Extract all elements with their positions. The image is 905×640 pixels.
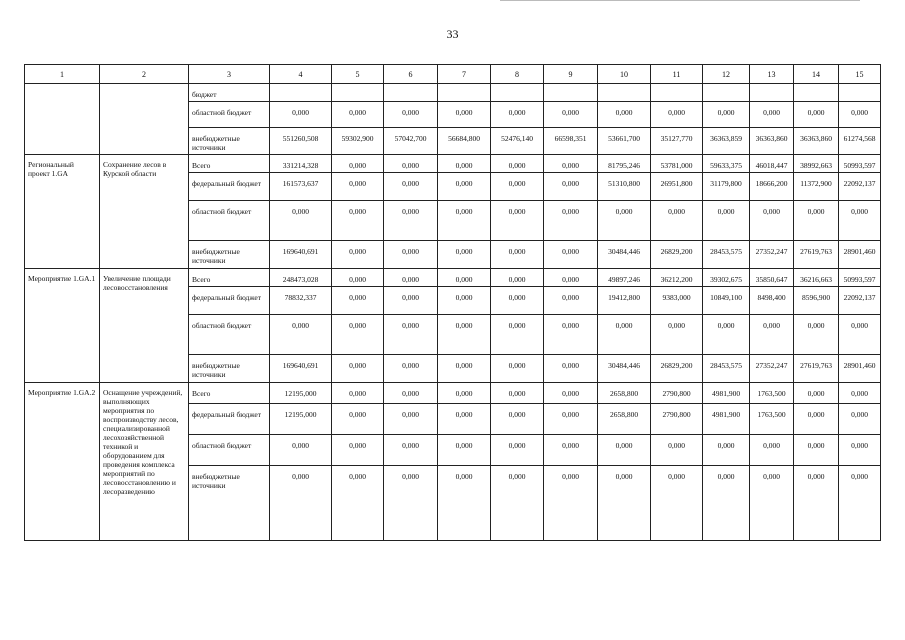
column-header: 6 — [384, 65, 438, 84]
table-row — [25, 269, 881, 287]
value-cell: 0,000 — [332, 404, 384, 435]
value-cell: 12195,000 — [270, 383, 332, 404]
budget-table — [24, 64, 881, 541]
continuation-name-cell — [25, 84, 100, 155]
value-cell: 0,000 — [332, 173, 384, 201]
funding-source: федеральный бюджет — [189, 173, 270, 201]
funding-source: внебюджетные источники — [189, 355, 270, 383]
value-cell: 0,000 — [544, 435, 598, 466]
value-cell: 0,000 — [438, 269, 491, 287]
value-cell: 0,000 — [332, 241, 384, 269]
value-cell: 31179,800 — [703, 173, 750, 201]
value-cell: 551260,508 — [270, 128, 332, 155]
value-cell: 0,000 — [544, 102, 598, 128]
value-cell: 8498,400 — [750, 287, 794, 315]
value-cell: 22092,137 — [839, 287, 881, 315]
value-cell: 12195,000 — [270, 404, 332, 435]
value-cell: 0,000 — [491, 173, 544, 201]
value-cell: 0,000 — [491, 155, 544, 173]
value-cell: 27619,763 — [794, 355, 839, 383]
value-cell: 0,000 — [651, 466, 703, 541]
value-cell: 26951,800 — [651, 173, 703, 201]
value-cell: 0,000 — [438, 173, 491, 201]
value-cell: 0,000 — [544, 155, 598, 173]
value-cell: 0,000 — [651, 102, 703, 128]
column-header: 1 — [25, 65, 100, 84]
value-cell: 2790,800 — [651, 404, 703, 435]
value-cell: 0,000 — [332, 466, 384, 541]
value-cell: 0,000 — [332, 201, 384, 241]
value-cell: 36363,860 — [750, 128, 794, 155]
value-cell: 0,000 — [839, 383, 881, 404]
value-cell: 50993,597 — [839, 155, 881, 173]
scan-artifact-line — [500, 0, 860, 1]
column-header: 11 — [651, 65, 703, 84]
value-cell: 1763,500 — [750, 404, 794, 435]
value-cell: 0,000 — [438, 466, 491, 541]
value-cell: 0,000 — [750, 466, 794, 541]
value-cell — [839, 84, 881, 102]
value-cell: 0,000 — [332, 102, 384, 128]
value-cell: 0,000 — [384, 466, 438, 541]
value-cell: 0,000 — [270, 201, 332, 241]
value-cell: 0,000 — [270, 466, 332, 541]
value-cell: 0,000 — [794, 435, 839, 466]
value-cell: 56684,800 — [438, 128, 491, 155]
value-cell: 0,000 — [544, 173, 598, 201]
value-cell: 0,000 — [839, 201, 881, 241]
value-cell: 2658,800 — [598, 404, 651, 435]
value-cell: 0,000 — [703, 102, 750, 128]
value-cell: 1763,500 — [750, 383, 794, 404]
column-header: 14 — [794, 65, 839, 84]
value-cell: 0,000 — [750, 315, 794, 355]
value-cell: 61274,568 — [839, 128, 881, 155]
value-cell: 49897,246 — [598, 269, 651, 287]
value-cell — [794, 84, 839, 102]
value-cell: 8596,900 — [794, 287, 839, 315]
value-cell: 0,000 — [703, 315, 750, 355]
funding-source: областной бюджет — [189, 315, 270, 355]
value-cell: 0,000 — [651, 201, 703, 241]
value-cell: 0,000 — [839, 466, 881, 541]
value-cell: 52476,140 — [491, 128, 544, 155]
value-cell: 0,000 — [270, 102, 332, 128]
value-cell: 0,000 — [491, 241, 544, 269]
value-cell: 57042,700 — [384, 128, 438, 155]
value-cell: 0,000 — [651, 435, 703, 466]
program-name: Региональный проект 1.GA — [25, 155, 100, 269]
value-cell — [384, 84, 438, 102]
value-cell: 0,000 — [703, 435, 750, 466]
value-cell: 0,000 — [598, 201, 651, 241]
funding-source: Всего — [189, 269, 270, 287]
column-header: 3 — [189, 65, 270, 84]
value-cell: 26829,200 — [651, 241, 703, 269]
value-cell: 0,000 — [491, 269, 544, 287]
funding-source: федеральный бюджет — [189, 404, 270, 435]
value-cell: 36363,859 — [703, 128, 750, 155]
value-cell: 28453,575 — [703, 355, 750, 383]
value-cell: 0,000 — [491, 315, 544, 355]
value-cell — [703, 84, 750, 102]
column-header: 15 — [839, 65, 881, 84]
value-cell: 0,000 — [384, 287, 438, 315]
value-cell: 2790,800 — [651, 383, 703, 404]
value-cell: 26829,200 — [651, 355, 703, 383]
value-cell: 30484,446 — [598, 241, 651, 269]
value-cell: 0,000 — [794, 466, 839, 541]
value-cell: 0,000 — [491, 201, 544, 241]
value-cell: 53661,700 — [598, 128, 651, 155]
value-cell: 0,000 — [544, 241, 598, 269]
value-cell: 10849,100 — [703, 287, 750, 315]
value-cell: 0,000 — [491, 355, 544, 383]
value-cell: 59302,900 — [332, 128, 384, 155]
value-cell: 28453,575 — [703, 241, 750, 269]
value-cell — [438, 84, 491, 102]
value-cell — [270, 84, 332, 102]
table-row — [25, 84, 881, 102]
value-cell: 38992,663 — [794, 155, 839, 173]
value-cell: 0,000 — [438, 201, 491, 241]
value-cell: 0,000 — [332, 435, 384, 466]
value-cell: 0,000 — [544, 269, 598, 287]
value-cell: 0,000 — [438, 404, 491, 435]
value-cell: 30484,446 — [598, 355, 651, 383]
page-number: 33 — [446, 27, 459, 41]
value-cell — [598, 84, 651, 102]
value-cell: 0,000 — [651, 315, 703, 355]
value-cell: 0,000 — [750, 435, 794, 466]
funding-source: Всего — [189, 383, 270, 404]
column-header: 2 — [100, 65, 189, 84]
value-cell: 51310,800 — [598, 173, 651, 201]
value-cell: 2658,800 — [598, 383, 651, 404]
value-cell: 0,000 — [794, 383, 839, 404]
value-cell: 0,000 — [438, 287, 491, 315]
value-cell: 0,000 — [384, 435, 438, 466]
value-cell: 11372,900 — [794, 173, 839, 201]
value-cell: 36212,200 — [651, 269, 703, 287]
value-cell: 66598,351 — [544, 128, 598, 155]
value-cell: 0,000 — [794, 201, 839, 241]
value-cell: 0,000 — [491, 383, 544, 404]
table-row — [25, 383, 881, 404]
value-cell: 0,000 — [384, 404, 438, 435]
value-cell: 0,000 — [544, 383, 598, 404]
value-cell: 0,000 — [332, 155, 384, 173]
value-cell: 0,000 — [794, 102, 839, 128]
value-cell: 0,000 — [384, 173, 438, 201]
value-cell: 53781,000 — [651, 155, 703, 173]
column-header: 7 — [438, 65, 491, 84]
value-cell: 0,000 — [839, 102, 881, 128]
value-cell: 0,000 — [438, 241, 491, 269]
value-cell: 0,000 — [332, 355, 384, 383]
value-cell: 0,000 — [438, 155, 491, 173]
value-cell: 0,000 — [544, 287, 598, 315]
column-header: 12 — [703, 65, 750, 84]
value-cell — [651, 84, 703, 102]
value-cell: 28901,460 — [839, 355, 881, 383]
value-cell: 0,000 — [491, 102, 544, 128]
value-cell: 22092,137 — [839, 173, 881, 201]
value-cell: 19412,800 — [598, 287, 651, 315]
value-cell: 27352,247 — [750, 241, 794, 269]
continuation-description-cell — [100, 84, 189, 155]
funding-source: Всего — [189, 155, 270, 173]
value-cell: 0,000 — [438, 315, 491, 355]
value-cell: 59633,375 — [703, 155, 750, 173]
value-cell: 0,000 — [384, 155, 438, 173]
table-row — [25, 155, 881, 173]
value-cell: 0,000 — [384, 355, 438, 383]
value-cell: 169640,691 — [270, 355, 332, 383]
value-cell: 18666,200 — [750, 173, 794, 201]
program-description: Увеличение площади лесовосстановления — [100, 269, 189, 383]
funding-source: областной бюджет — [189, 102, 270, 128]
value-cell: 39302,675 — [703, 269, 750, 287]
value-cell — [544, 84, 598, 102]
column-header: 8 — [491, 65, 544, 84]
value-cell: 35850,647 — [750, 269, 794, 287]
value-cell: 78832,337 — [270, 287, 332, 315]
value-cell — [332, 84, 384, 102]
value-cell: 0,000 — [332, 383, 384, 404]
value-cell: 46018,447 — [750, 155, 794, 173]
value-cell: 0,000 — [491, 466, 544, 541]
value-cell: 0,000 — [544, 315, 598, 355]
value-cell: 35127,770 — [651, 128, 703, 155]
value-cell: 28901,460 — [839, 241, 881, 269]
value-cell: 0,000 — [794, 404, 839, 435]
value-cell — [750, 84, 794, 102]
column-header: 4 — [270, 65, 332, 84]
column-header: 10 — [598, 65, 651, 84]
value-cell: 36363,860 — [794, 128, 839, 155]
funding-source: внебюджетные источники — [189, 128, 270, 155]
program-description: Сохранение лесов в Курской области — [100, 155, 189, 269]
value-cell: 27352,247 — [750, 355, 794, 383]
value-cell: 81795,246 — [598, 155, 651, 173]
value-cell: 0,000 — [703, 201, 750, 241]
value-cell: 9383,000 — [651, 287, 703, 315]
value-cell: 248473,028 — [270, 269, 332, 287]
value-cell: 0,000 — [438, 102, 491, 128]
value-cell: 0,000 — [794, 315, 839, 355]
value-cell: 36216,663 — [794, 269, 839, 287]
value-cell: 0,000 — [332, 269, 384, 287]
column-header: 9 — [544, 65, 598, 84]
value-cell: 0,000 — [438, 435, 491, 466]
funding-source: бюджет — [189, 84, 270, 102]
header-row — [25, 65, 881, 84]
value-cell: 0,000 — [598, 466, 651, 541]
value-cell: 0,000 — [384, 315, 438, 355]
value-cell: 0,000 — [839, 404, 881, 435]
program-name: Мероприятие 1.GA.1 — [25, 269, 100, 383]
column-header: 13 — [750, 65, 794, 84]
value-cell: 0,000 — [270, 315, 332, 355]
value-cell: 0,000 — [544, 404, 598, 435]
value-cell: 0,000 — [438, 355, 491, 383]
funding-source: федеральный бюджет — [189, 287, 270, 315]
value-cell: 0,000 — [384, 102, 438, 128]
funding-source: областной бюджет — [189, 435, 270, 466]
value-cell: 169640,691 — [270, 241, 332, 269]
value-cell: 27619,763 — [794, 241, 839, 269]
value-cell: 0,000 — [332, 287, 384, 315]
value-cell: 0,000 — [544, 355, 598, 383]
value-cell — [491, 84, 544, 102]
value-cell: 0,000 — [598, 102, 651, 128]
value-cell: 0,000 — [839, 435, 881, 466]
value-cell: 0,000 — [491, 404, 544, 435]
value-cell: 0,000 — [491, 435, 544, 466]
value-cell: 0,000 — [270, 435, 332, 466]
funding-source: внебюджетные источники — [189, 241, 270, 269]
value-cell: 50993,597 — [839, 269, 881, 287]
value-cell: 4981,900 — [703, 404, 750, 435]
column-header: 5 — [332, 65, 384, 84]
value-cell: 0,000 — [491, 287, 544, 315]
value-cell: 0,000 — [750, 201, 794, 241]
value-cell: 0,000 — [438, 383, 491, 404]
funding-source: внебюджетные источники — [189, 466, 270, 541]
value-cell: 0,000 — [750, 102, 794, 128]
value-cell: 161573,637 — [270, 173, 332, 201]
value-cell: 0,000 — [332, 315, 384, 355]
value-cell: 0,000 — [703, 466, 750, 541]
value-cell: 0,000 — [839, 315, 881, 355]
funding-source: областной бюджет — [189, 201, 270, 241]
value-cell: 0,000 — [384, 201, 438, 241]
value-cell: 4981,900 — [703, 383, 750, 404]
value-cell: 0,000 — [598, 435, 651, 466]
program-name: Мероприятие 1.GA.2 — [25, 383, 100, 541]
value-cell: 0,000 — [544, 201, 598, 241]
value-cell: 0,000 — [384, 241, 438, 269]
value-cell: 331214,328 — [270, 155, 332, 173]
value-cell: 0,000 — [598, 315, 651, 355]
value-cell: 0,000 — [384, 383, 438, 404]
value-cell: 0,000 — [544, 466, 598, 541]
value-cell: 0,000 — [384, 269, 438, 287]
program-description: Оснащение учреждений, выполняющих мероприятия по воспроизводству лесов, специализированной лесохозяйственной техникой и оборудованием для проведения комплекса мероприятий по лесовосстановлению и лесоразведению — [100, 383, 189, 541]
